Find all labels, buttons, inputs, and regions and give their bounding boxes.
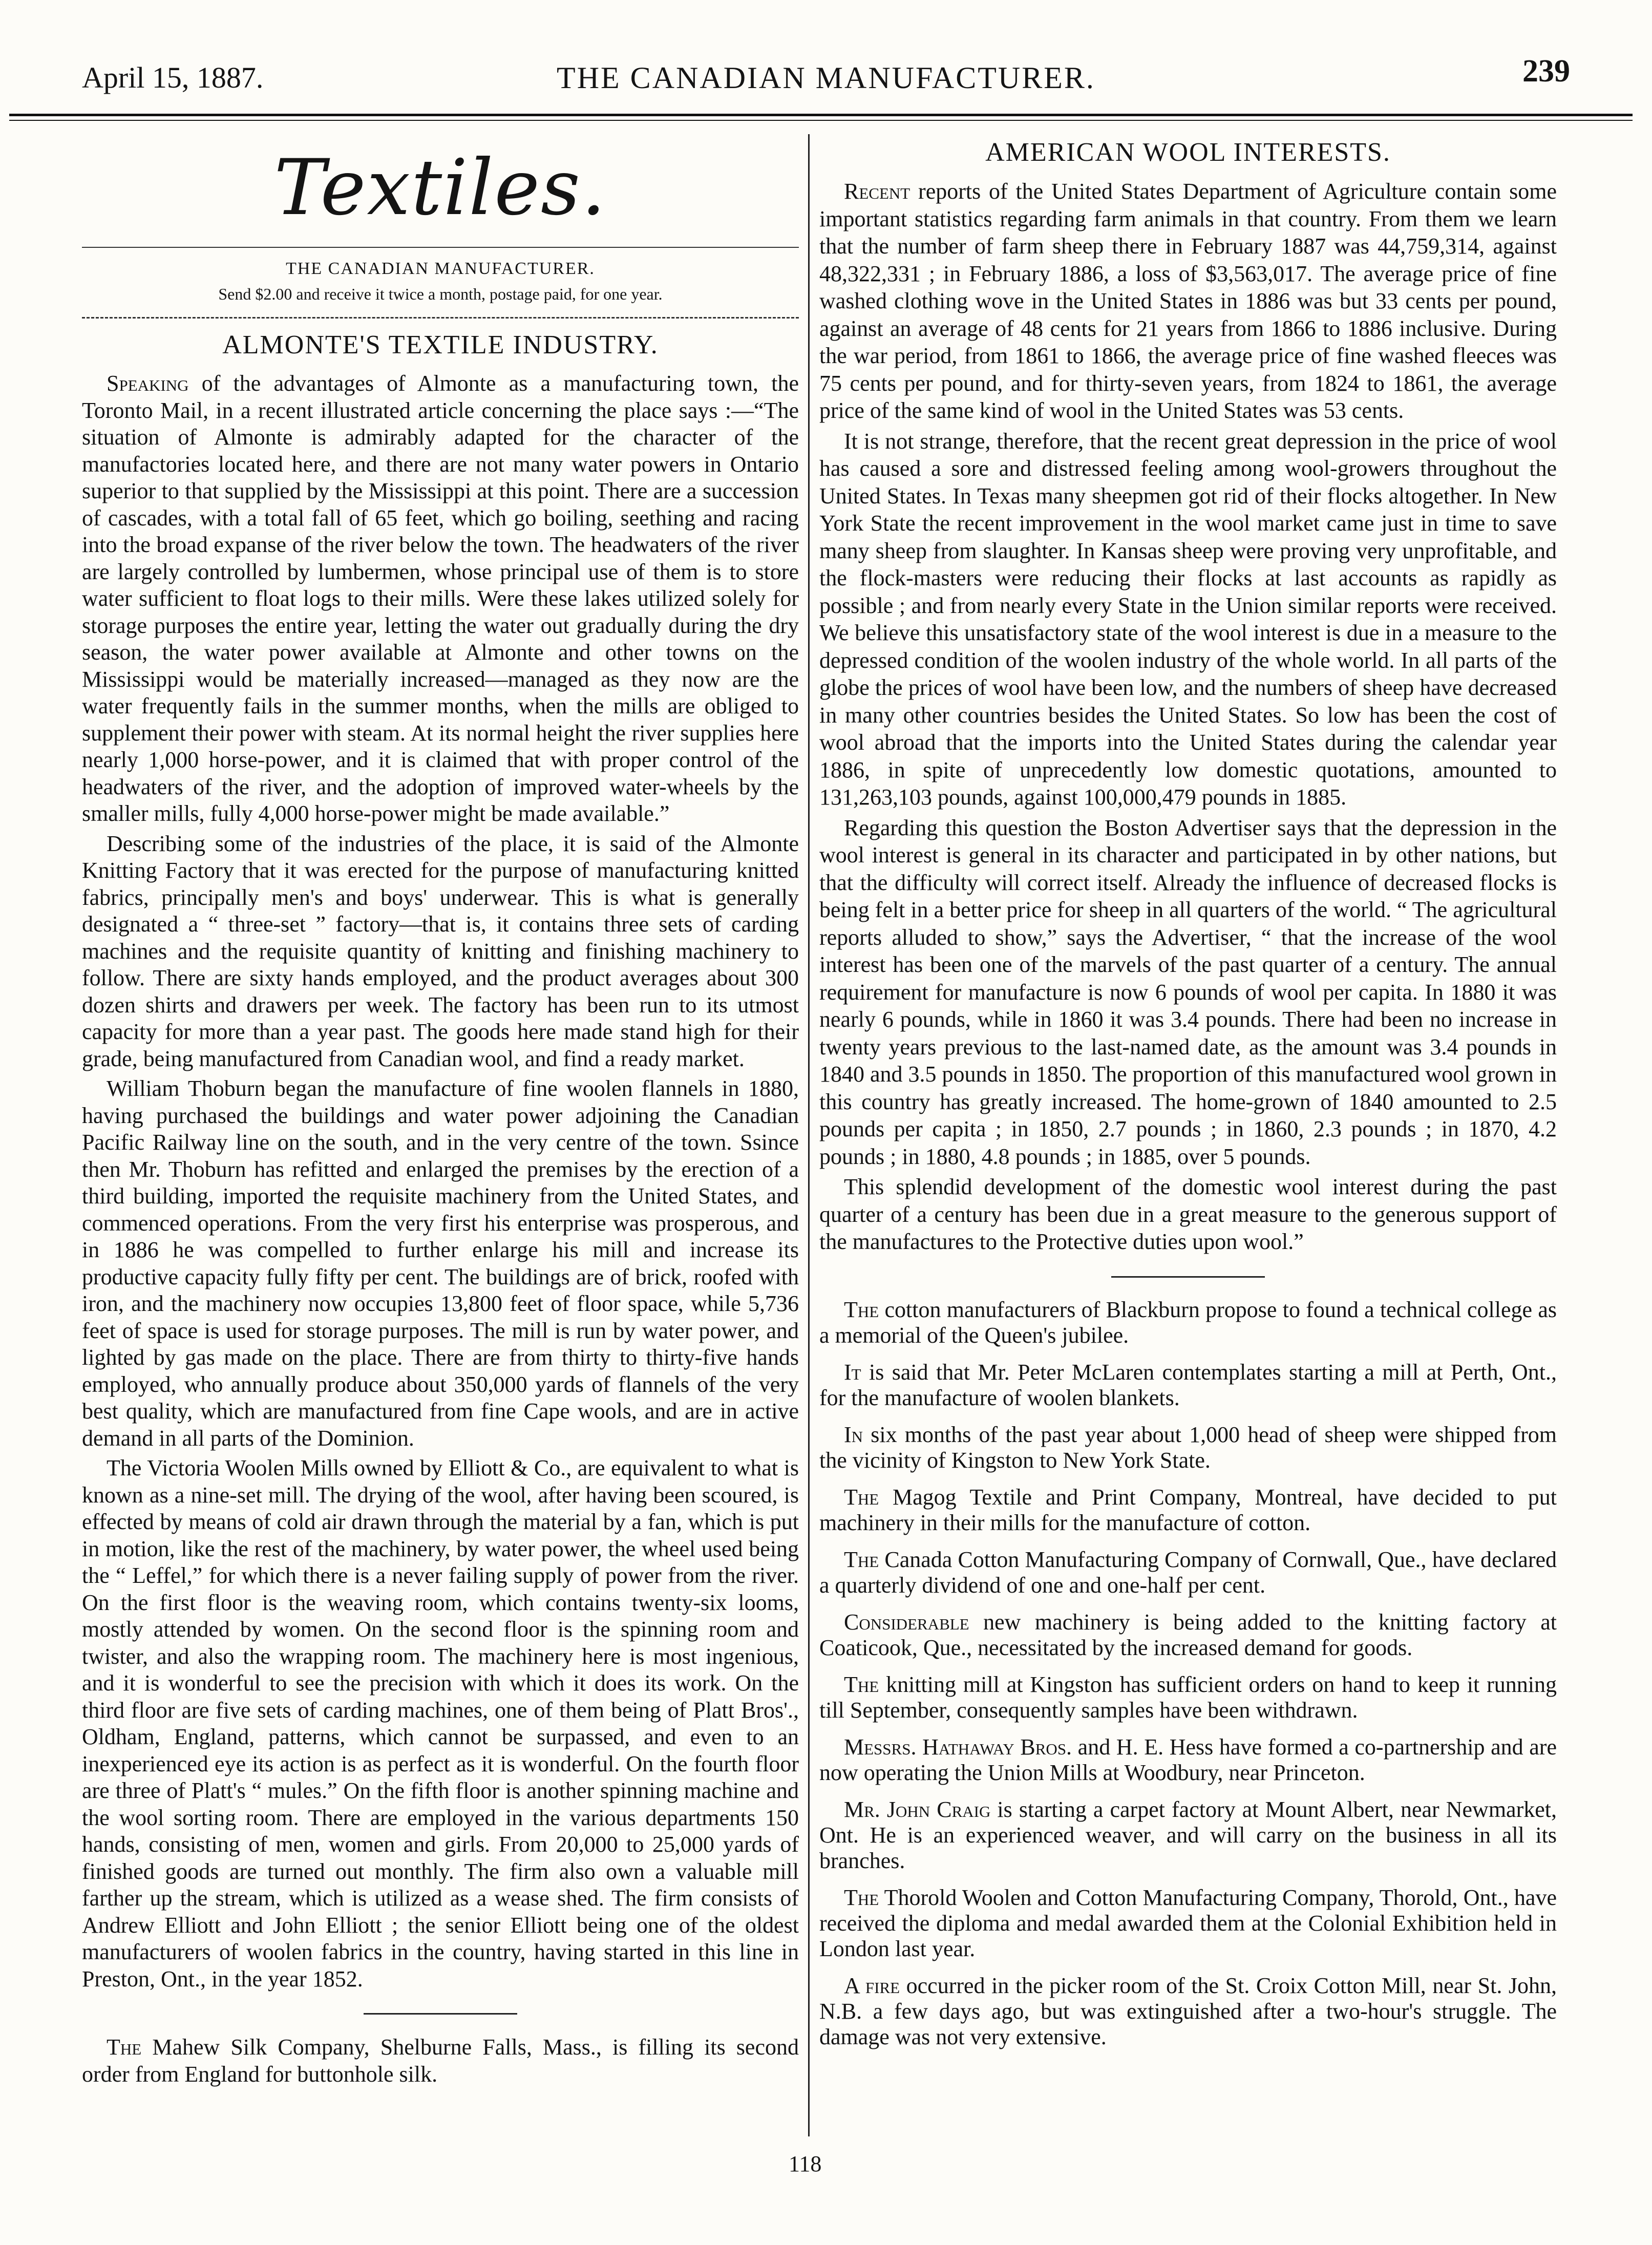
news-note — [819, 1797, 1557, 1874]
lead-word: Mr. John Craig — [844, 1796, 991, 1822]
news-note — [819, 1973, 1557, 2050]
journal-title: THE CANADIAN MANUFACTURER. — [557, 61, 1095, 95]
note-text: cotton manufacturers of Blackburn propose to found a technical college as a memorial of the Queen's jubilee. — [819, 1297, 1557, 1348]
section-title: Textiles. — [274, 143, 607, 232]
wool-paragraph-2: It is not strange, therefore, that the recent great depression in the price of wool has caused a sore and distressed feeling among wool-growers throughout the United States. In Texas many sheepmen got rid of their flocks altogether. In New York State the recent improvement in the wool market came just in time to save many sheep from slaughter. In Kansas sheep were proving very unprofitable, and the flock-masters were reducing their flocks at last accounts as rapidly as possible ; and from nearly every State in the Union similar reports were received. We believe this unsatisfactory state of the wool interest is due in a measure to the depressed condition of the woolen industry of the whole world. In all parts of the globe the prices of wool have been low, and the numbers of sheep have decreased in many other countries besides the United States. So low has been the cost of wool abroad that the imports into the United States during the calendar year 1886, in spite of unprecedently low domestic quotations, amounted to 131,263,103 pounds, against 100,000,479 pounds in 1885. — [819, 428, 1557, 810]
note-text: knitting mill at Kingston has sufficient orders on hand to keep it running till September, consequently samples have been withdrawn. — [819, 1671, 1557, 1723]
note-text: is said that Mr. Peter McLaren contemplates starting a mill at Perth, Ont., for the manufacture of woolen blankets. — [819, 1359, 1557, 1410]
subscription-note: Send $2.00 and receive it twice a month, postage paid, for one year. — [218, 285, 663, 303]
issue-date: April 15, 1887. — [82, 61, 264, 94]
almonte-paragraph-3: William Thoburn began the manufacture of fine woolen flannels in 1880, having purchased the buildings and water power adjoining the Canadian Pacific Railway line on the south, and in the very centre of the town. Ssince then Mr. Thoburn has refitted and enlarged the premises by the erection of a third building, imported the requisite machinery from the United States, and commenced operations. From the very first his enterprise was prosperous, and in 1886 he was compelled to further enlarge his mill and increase its productive capacity fully fifty per cent. The buildings are of brick, roofed with iron, and the machinery now occupies 13,800 feet of floor space, while 5,736 feet of space is used for storage purposes. The mill is run by water power, and lighted by gas made on the place. There are from thirty to thirty-five hands employed, who annually produce about 350,000 yards of flannels of the very best quality, which are manufactured from fine Cape wools, and are in active demand in all parts of the Dominion. — [82, 1076, 799, 1451]
right-column — [819, 134, 1557, 2061]
news-note — [819, 1422, 1557, 1473]
news-note — [819, 1360, 1557, 1411]
folio-number: 118 — [789, 2151, 822, 2176]
lead-word: The — [844, 1884, 879, 1910]
note-text: and H. E. Hess have formed a co-partnership and are now operating the Union Mills at Woodbury, near Princeton. — [819, 1734, 1557, 1785]
section-rule — [82, 247, 799, 248]
mahew-note — [82, 2034, 799, 2088]
almonte-paragraph-2: Describing some of the industries of the place, it is said of the Almonte Knitting Factory that it was erected for the purpose of manufacturing knitted fabrics, principally men's and boys' underwear. This is what is generally designated a “ three-set ” factory—that is, it contains three sets of carding machines and the requisite quantity of knitting and finishing machinery to follow. There are sixty hands employed, and the product averages about 300 dozen shirts and drawers per week. The factory has been run to its utmost capacity for more than a year past. The goods here made stand high for their grade, being manufactured from Canadian wool, and find a ready market. — [82, 831, 799, 1071]
wool-paragraph-3: Regarding this question the Boston Advertiser says that the depression in the wool interest is general in its character and participated in by other nations, but that the difficulty will correct itself. Already the influence of decreased flocks is being felt in a better price for sheep in all quarters of the world. “ The agricultural reports alluded to show,” says the Advertiser, “ that the increase of the wool interest has been one of the marvels of the past quarter of a century. The annual requirement for manufacture is now 6 pounds of wool per capita. In 1880 it was nearly 6 pounds, while in 1860 it was 3.4 pounds. There had been no increase in twenty years previous to the last-named date, as the amount was 3.4 pounds in 1840 and 3.5 pounds in 1850. The proportion of this manufactured wool grown in this country has greatly increased. The home-grown of 1840 amounted to 2.5 pounds per capita ; in 1850, 2.7 pounds ; in 1860, 2.3 pounds ; in 1870, 4.2 pounds ; in 1880, 4.8 pounds ; in 1885, over 5 pounds. — [819, 815, 1557, 1169]
news-note — [819, 1885, 1557, 1962]
header-rule-thin — [9, 120, 1633, 121]
note-text: occurred in the picker room of the St. Croix Cotton Mill, near St. John, N.B. a few days ago, but was extinguished after a two-hour's struggle. The damage was not very extensive. — [819, 1973, 1557, 2049]
note-text: Magog Textile and Print Company, Montreal, have decided to put machinery in their mills for the manufacture of cotton. — [819, 1484, 1557, 1535]
news-notes — [819, 1297, 1557, 2050]
lead-word: The — [107, 2035, 142, 2060]
note-text: new machinery is being added to the knitting factory at Coaticook, Que., necessitated by the increased demand for goods. — [819, 1609, 1557, 1660]
lead-word: The — [844, 1484, 879, 1510]
news-note — [819, 1609, 1557, 1661]
lead-word: The — [844, 1547, 879, 1572]
left-column — [82, 134, 799, 2091]
lead-word: The — [844, 1297, 879, 1322]
header-rule — [9, 114, 1633, 116]
paragraph-text: reports of the United States Department of Agriculture contain some important statistics regarding farm animals in that country. From them we learn that the number of farm sheep there in February 1887 was 44,759,314, against 48,322,331 ; in February 1886, a loss of $3,563,017. The average price of fine washed clothing wove in the United States in 1886 was but 33 cents per pound, against an average of 48 cents for 21 years from 1866 to 1886 inclusive. During the war period, from 1861 to 1866, the average price of fine washed fleeces was 75 cents per pound, and for thirty-seven years, from 1824 to 1861, the average price of the same kind of wool in the United States was 53 cents. — [819, 179, 1557, 423]
news-note — [819, 1734, 1557, 1786]
column-divider — [808, 134, 810, 2136]
publication-name: THE CANADIAN MANUFACTURER. — [286, 259, 595, 278]
news-note — [819, 1547, 1557, 1598]
lead-word: Speaking — [107, 371, 189, 396]
lead-word: Messrs. Hathaway Bros. — [844, 1734, 1072, 1760]
page-header — [82, 54, 1570, 107]
news-note — [819, 1297, 1557, 1348]
note-text: Canada Cotton Manufacturing Company of Cornwall, Que., have declared a quarterly dividend of one and one-half per cent. — [819, 1547, 1557, 1598]
lead-word: Considerable — [844, 1609, 969, 1635]
note-text: is starting a carpet factory at Mount Albert, near Newmarket, Ont. He is an experienced weaver, and will carry on the business in all its branches. — [819, 1796, 1557, 1873]
lead-word: In — [844, 1422, 863, 1447]
almonte-paragraph-4: The Victoria Woolen Mills owned by Elliott & Co., are equivalent to what is known as a nine-set mill. The drying of the wool, after having been scoured, is effected by means of cold air drawn through the material by a fan, which is put in motion, like the rest of the machinery, by water power, the wheel used being the “ Leffel,” for which there is a never failing supply of power from the river. On the first floor is the weaving room, which contains twenty-six looms, mostly attended by women. On the second floor is the spinning room and twister, and also the wrapping room. The machinery here is most ingenious, and it is wonderful to see the precision with which it does its work. On the third floor are five sets of carding machines, one of them being of Platt Bros'., Oldham, England, patterns, which cannot be surpassed, and even to an inexperienced eye its action is as perfect as it is wonderful. On the fourth floor are three of Platt's “ mules.” On the fifth floor is another spinning machine and the wool sorting room. There are employed in the various departments 150 hands, consisting of men, women and girls. From 20,000 to 25,000 yards of finished goods are turned out monthly. The firm also own a valuable mill farther up the stream, which is utilized as a wease shed. The firm consists of Andrew Elliott and John Elliott ; the senior Elliott being one of the oldest manufacturers of woolen fabrics in the country, having started in this line in Preston, Ont., in the year 1852. — [82, 1455, 799, 1992]
note-text: Thorold Woolen and Cotton Manufacturing Company, Thorold, Ont., have received the diploma and medal awarded them at the Colonial Exhibition held in London last year. — [819, 1884, 1557, 1961]
lead-word: The — [844, 1671, 879, 1697]
almonte-paragraph-1 — [82, 370, 799, 828]
news-note — [819, 1672, 1557, 1723]
page-number: 239 — [1522, 54, 1570, 89]
note-text: Mahew Silk Company, Shelburne Falls, Mass., is filling its second order from England for buttonhole silk. — [82, 2035, 799, 2087]
lead-word: It — [844, 1359, 861, 1385]
lead-word: A fire — [844, 1973, 900, 1998]
separator-rule — [364, 2013, 517, 2015]
lead-word: Recent — [844, 179, 910, 204]
note-text: six months of the past year about 1,000 head of sheep were shipped from the vicinity of Kingston to New York State. — [819, 1422, 1557, 1473]
article-title-wool: AMERICAN WOOL INTERESTS. — [985, 138, 1391, 167]
wool-paragraph-4: This splendid development of the domestic wool interest during the past quarter of a century has been due in a great measure to the generous support of the manufactures to the Protective duties upon wool.” — [819, 1174, 1557, 1254]
news-note — [819, 1485, 1557, 1536]
separator-rule — [1111, 1276, 1265, 1278]
article-title-almonte: ALMONTE'S TEXTILE INDUSTRY. — [222, 330, 659, 359]
paragraph-text: of the advantages of Almonte as a manufacturing town, the Toronto Mail, in a recent illustrated article concerning the place says :—“The situation of Almonte is admirably adapted for the character of the manufactories located here, and there are not many water powers in Ontario superior to that supplied by the Mississippi at this point. There are a succession of cascades, with a total fall of 65 feet, which go boiling, seething and racing into the broad expanse of the river below the town. The headwaters of the river are largely controlled by lumbermen, whose principal use of them is to store water sufficient to float logs to their mills. Were these lakes utilized solely for storage purposes the entire year, letting the water out gradually during the dry season, the water power available at Almonte and other towns on the Mississippi would be materially increased—managed as they now are the water frequently fails in the summer months, when the mills are obliged to supplement their power with steam. At its normal height the river supplies here nearly 1,000 horse-power, and it is claimed that with proper control of the headwaters of the river, and the adoption of improved water-wheels by the smaller mills, fully 4,000 horse-power might be made available.” — [82, 371, 799, 826]
dashed-rule — [82, 317, 799, 319]
wool-paragraph-1 — [819, 178, 1557, 425]
